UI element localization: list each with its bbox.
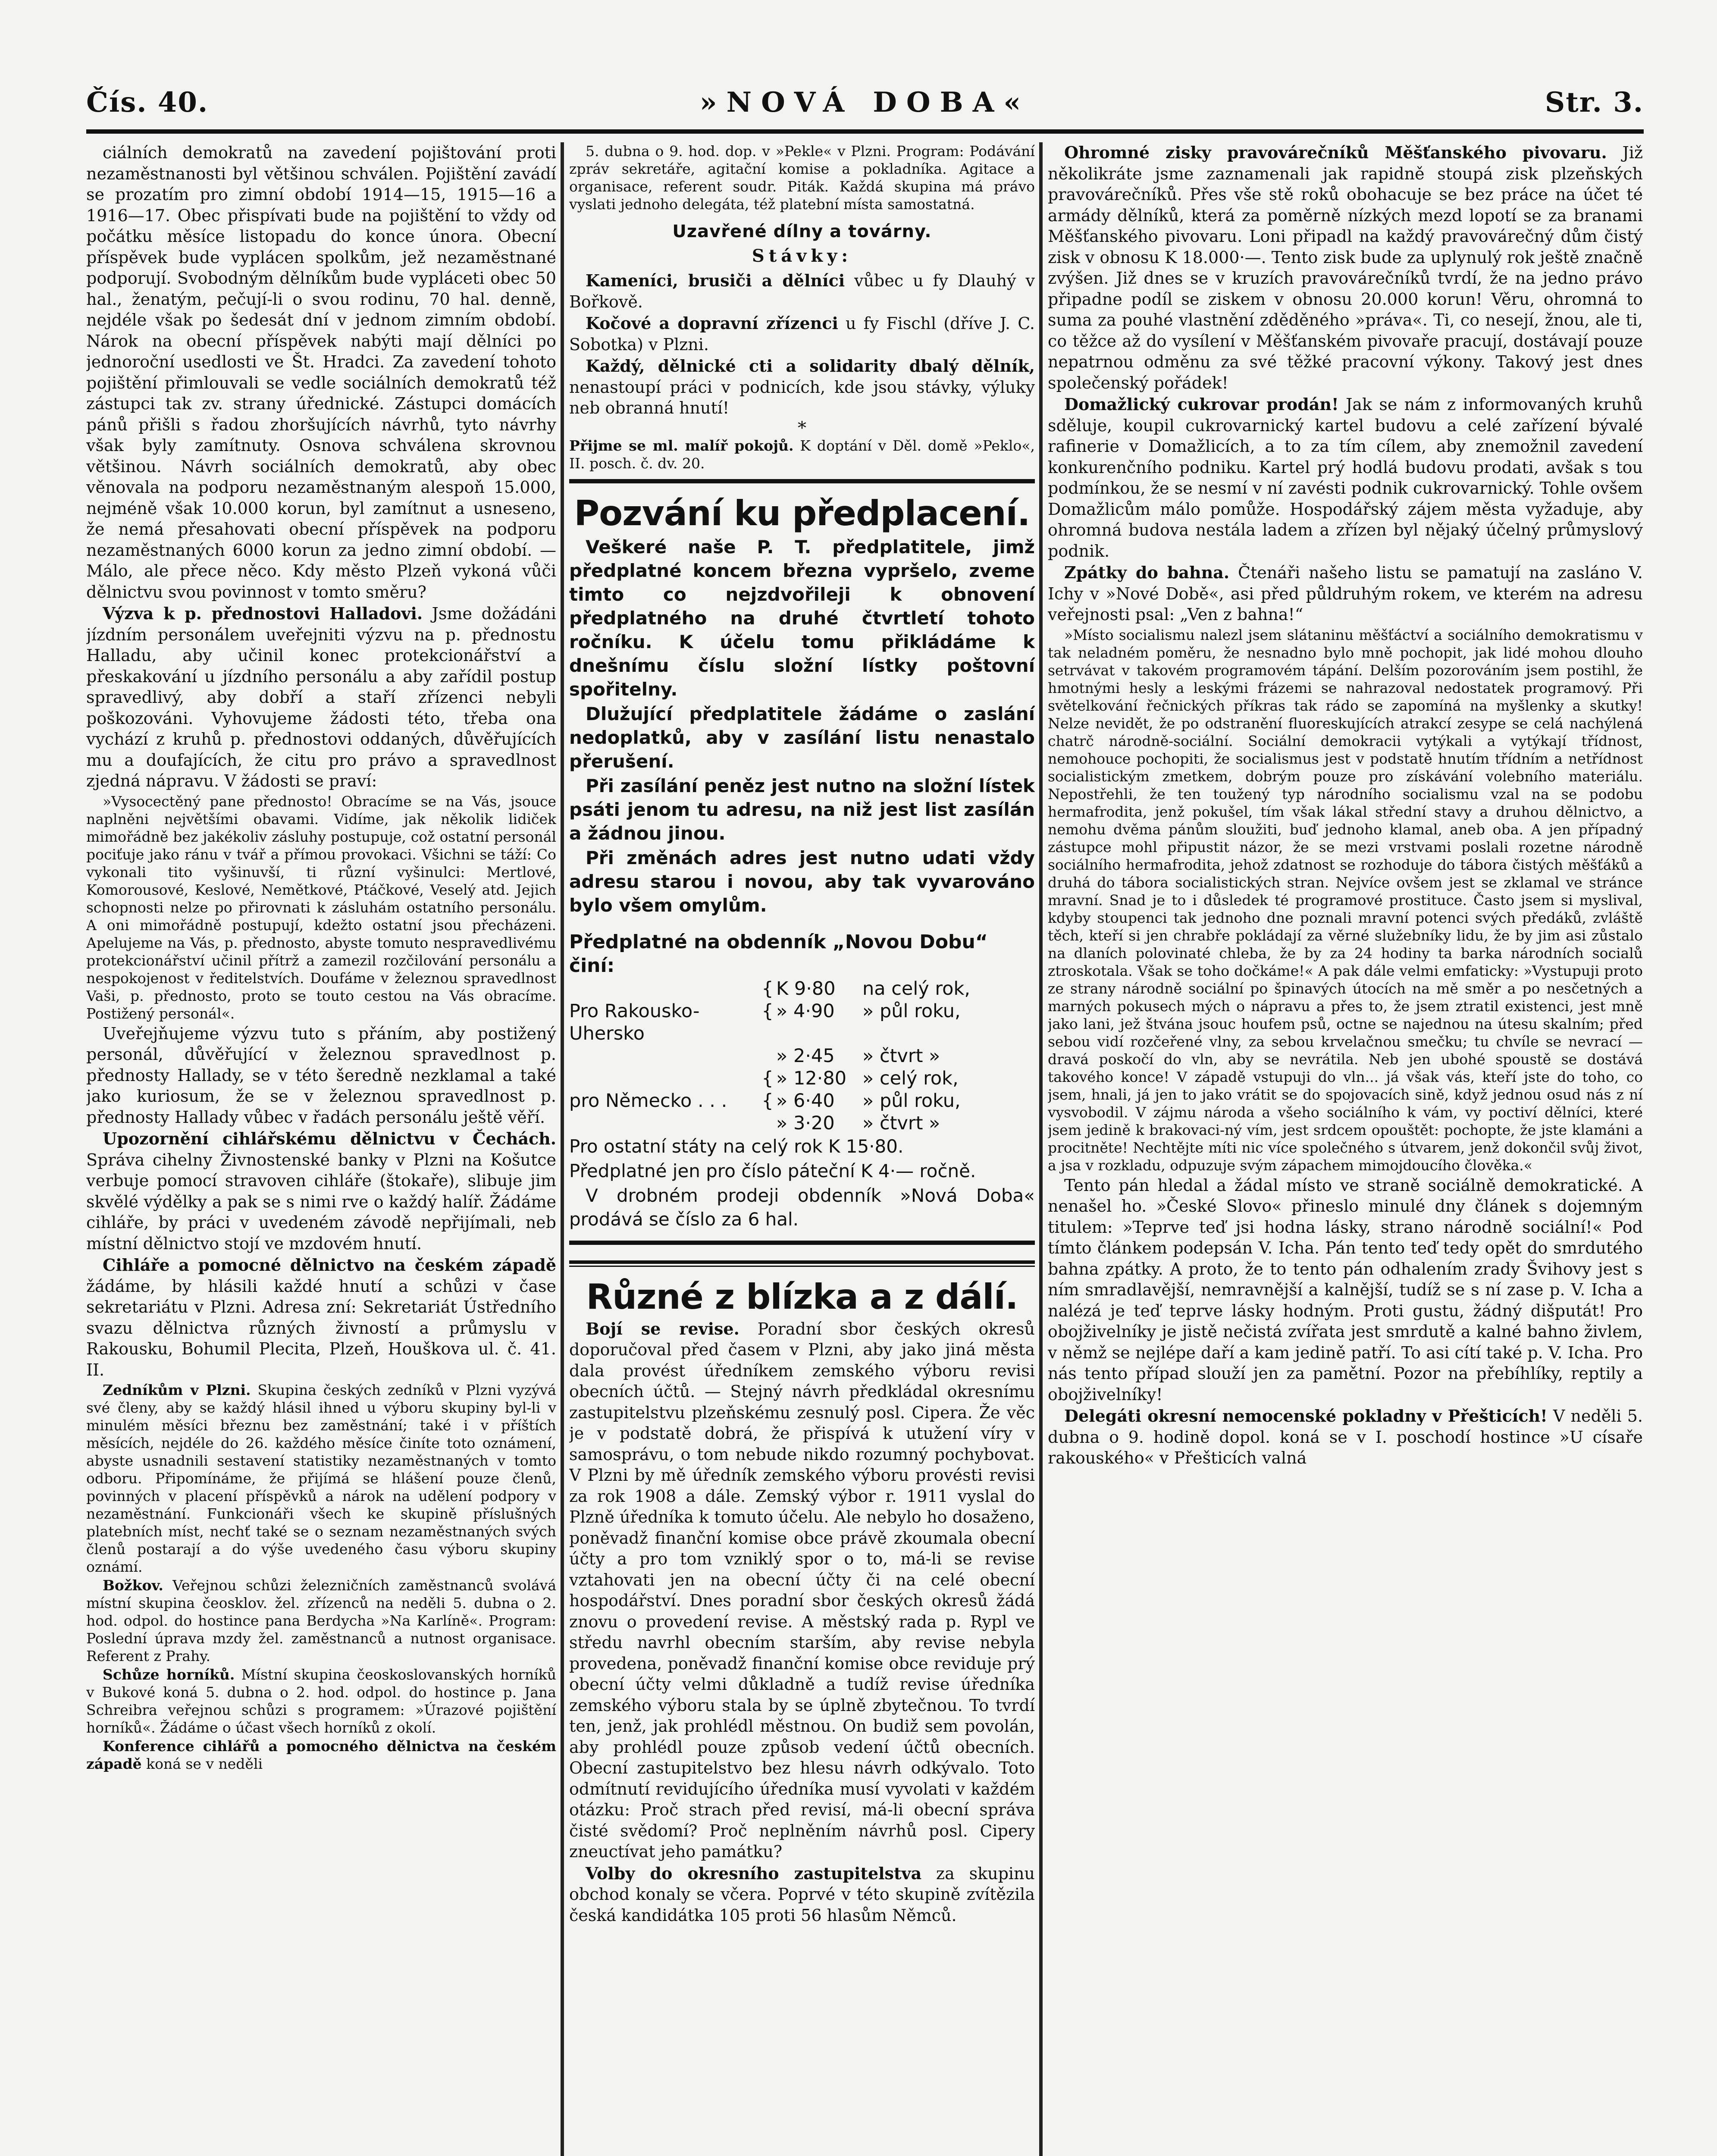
article-text: Tento pán hledal a žádal místo ve straně sociálně demokratické. A nenašel ho. »České Slovo« přineslo minulé dny článek s dojemným titulem: »Teprve teď jsi hodna lásky, strano národně sociální!« Pod tímto článkem podepsán V. Icha. Pán tento teď tedy opět do smrdutého bahna zpátky. A proto, že to tento pán odhalením zrady Švihovy jest s ním smradlavější, nemravnější a kalnější, tudíž se s ní zase p. V. Icha a nalézá je teď teprve lásky hodným. Proti gustu, žádný dišputát! Pro obojživelníky je jistě nečistá zvířata jest smrdutě a kalné bahno živlem, v němž se nejlépe daří a kam jedině patří. To asi cítí také p. V. Icha. Pro nás tento případ slouží jen za pamětní. Pozor na přebíhlíky, reptily a obojživelníky!	[1048, 1175, 1643, 1404]
price-amt: » 3·20	[776, 1112, 835, 1134]
article-text: V neděli 5. dubna o 9. hodině dopol. koná se v I. poschodí hostince »U císaře rakouského« v Přešticích valná	[1048, 1407, 1643, 1467]
column-3	[1048, 142, 1643, 2156]
price-br: {	[761, 1000, 774, 1022]
article-headline: Cihláře a pomocné dělnictvo na českém západě	[103, 1255, 556, 1275]
article-headline: Upozornění cihlářskému dělnictvu v Čechách.	[103, 1129, 556, 1148]
article-headline: Domažlický cukrovar prodán!	[1064, 395, 1339, 414]
price-per: » půl roku,	[862, 1090, 961, 1112]
article-paragraph	[1048, 142, 1643, 393]
article-paragraph	[86, 1576, 556, 1665]
article-headline: Ohromné zisky pravovárečníků Měšťanského pivovaru.	[1064, 143, 1607, 162]
column-rule-1	[561, 142, 564, 2156]
price-br: {	[761, 1090, 774, 1112]
article-text: Jak se nám z informovaných kruhů sděluje, koupil cukrovarnický kartel budovu a celé zařízení bývalé rafinerie v Domažlicích, a to za tím cílem, aby znemožnil zavedení konkurenčního podniku. Kartel prý hodlá budovu prodati, avšak s tou podmínkou, že se nesmí v ní zavésti podnik cukrovarnický. Tohle ovšem Domažlicům málo pomůže. Hospodářský zájem města vyžaduje, aby ohromná budova nestála ladem a zřízen byl nějaký účelný průmyslový podnik.	[1048, 395, 1643, 561]
article-text: Čtenáři našeho listu se pamatují na zasláno V. Ichy v »Nové Době«, asi před půldruhým rokem, ve kterém na adresu veřejnosti psal: „Ven z bahna!“	[1048, 563, 1643, 624]
article-headline: Bojí se revise.	[586, 1319, 739, 1338]
page-header	[86, 86, 1644, 134]
price-lbl	[569, 1112, 759, 1134]
article-text: Již několikráte jsme zaznamenali jak rapidně stoupá zisk plzeňských pravovárečníků. Přes vše stě roků obohacuje se bez práce na účet té armády dělníků, která za poměrně nízkých mezd lopotí se za branami Měšťanského pivovaru. Loni připadl na každý pravovárečný dům čistý zisk v obnosu K 18.000·—. Tento zisk bude za uplynulý rok ještě značně zvýšen. Již dnes se v kruzích pravovárečníků tvrdí, že na jedno právo připadne podíl se ziskem v obnosu 20.000 korun! Věru, ohromná to suma za pouhé vlastnění zděděného »práva«. Ti, co nesejí, žnou, ale ti, co těžce až do vysílení v Měšťanském pivovaře pracují, dostávají pouze nepatrnou odměnu za své těžké pracovní výkony. Takový jest dnes společenský pořádek!	[1048, 143, 1643, 392]
section-rule	[569, 1260, 1035, 1264]
article-paragraph	[86, 1023, 556, 1128]
section-rule-thin	[569, 1266, 1035, 1267]
article-paragraph	[86, 1128, 556, 1254]
article-paragraph	[1048, 1175, 1643, 1405]
header-rule	[86, 129, 1644, 134]
article-headline: Schůze horníků.	[103, 1666, 235, 1683]
article-paragraph	[1048, 394, 1643, 561]
article-headline: Výzva k p. přednostovi Halladovi.	[103, 604, 423, 623]
article-text: 5. dubna o 9. hod. dop. v »Pekle« v Plzni. Program: Podávání zpráv sekretáře, agitační komise a pokladníka. Agitace a organisace, referent soudr. Piták. Každá skupina má právo vyslati jednoho delegáta, též platební místa samostatná.	[569, 143, 1035, 213]
article-paragraph	[569, 270, 1035, 312]
price-amt: » 2·45	[776, 1045, 835, 1067]
article-headline: Kočové a dopravní zřízenci	[586, 313, 838, 333]
single-copy-price: V drobném prodeji obdenník »Nová Doba« prodává se číslo za 6 hal.	[569, 1185, 1035, 1230]
article-paragraph	[86, 793, 556, 1022]
room-painter-notice: Přijme se ml. malíř pokojů. K doptání v Děl. domě »Peklo«, II. posch. č. dv. 20.	[569, 437, 1035, 472]
price-per: » celý rok,	[862, 1067, 959, 1089]
article-text: »Místo socialismu nalezl jsem slátaninu měšťáctví a sociálního demokratismu v tak neladném poměru, že nesnadno bylo mně pochopit, jak lidé mohou dlouho setrvávat v takovém programovém tápání. Delším pozorováním jsem postihl, že hmotnými hesly a leskými frázemi se nahrazoval nedostatek programový. Při světelkování řečnických příkras tak rádo se zapomíná na myšlenky a skutky! Nelze nevidět, že po odstranění fluoreskujících atrakcí zesype se celá nachýlená chatrč národně-sociální. Sociální demokracii vytýkali a vytýkají třídnost, nemohouce pochopiti, že socialismus jest v podstatě hnutím třídním a netřídnost socialistickým zmetkem, dobrým pouze pro získávání volebního materiálu. Nepostřehli, že ten toužený typ národního socialismu vzal na se podobu hermafrodita, jenž pokušel, tím však lákal střední stavy a druhou dělnictvo, a nemohu dvěma pánům sloužiti, buď jednoho klamal, aneb oba. A jen případný zástupce mohl připustit názor, že se mezi vrstvami poslali rozetne národně sociálního hermafrodita, jehož zdatnost se rozhoduje do tábora čistých měšťáků a druhá do tábora socialistických stran. Nejvíce ovšem jest se zklamal ve stránce mravní. Snad je to i důsledek té programové prostituce. Často jsem si myslival, kdyby stoupenci tak jednoho dne poznali mravní potenci svých předáků, zvláště těch, kteří si jen chrabře pokládají za věrné služebníky lidu, že by jim asi zůstalo na dlaních polovinaté chleba, že by za 24 hodiny ta barka národních socialů ztroskotala. Však se toho dočkáme!« A pak dále velmi emfaticky: »Vystupuji proto ze strany národně sociální po špinavých útocích na mě směr a po nesčetných a marných pokusech mých o nápravu a přes to, že jsem ztratil existenci, jest mně jako lani, jež štvána jsouc houfem psů, octne se najednou na útesu skalním; před sebou vidí rozčeřené vlny, za sebou krvelačnou smečku; tu chvíle se nevrací — dravá poskočí do vln, aby se nevrátila. Neb jen ubohé spoustě se dostává takového konce! V západě vstupuji do vln... já však vás, kteří jste do toho, co jsem, hnali, já jen to jako vrátit se do spojovacích sině, když jednou osud nás z ní vysvobodil. V zájmu národa a všeho sociálního k vám, vy poctiví dělníci, které jsem jedině k brakovaci-ný vím, jest srdcem opouštět: pochopte, že jste klamáni a procitněte! Nechtějte míti nic více společného s útvarem, jenž dokončil svůj život, a jsa v rozkladu, odpuzuje svým zápachem mimojdoucího člověka.«	[1048, 626, 1643, 1174]
price-row	[569, 1067, 1035, 1090]
price-per: » čtvrt »	[862, 1112, 940, 1134]
misc-news-title: Různé z blízka a z dálí.	[586, 1276, 1018, 1317]
article-paragraph	[86, 1255, 556, 1380]
subscription-p4: Při změnách adres jest nutno udati vždy adresu starou i novou, aby tak vyvarováno bylo všem omylům.	[569, 847, 1035, 916]
price-br	[759, 1112, 776, 1134]
price-heading: Předplatné na obdenník „Novou Dobu“ činí:	[569, 931, 988, 977]
separator-star: *	[798, 418, 806, 438]
article-paragraph	[86, 1737, 556, 1773]
price-lbl	[569, 1067, 759, 1090]
article-paragraph	[86, 142, 556, 602]
article-text: Skupina českých zedníků v Plzni vyzývá své členy, aby se každý hlásil ihned u výboru skupiny byl-li v minulém měsíci březnu bez zaměstnání; také i v příštích měsících, nejdéle do 26. každého měsíce činíte toto oznámení, abyste usnadnili sestavení statistiky nezaměstnaných v tomto odboru. Připomínáme, že přijímá se hlášení pouze členů, povinných v placení příspěvků a nárok na udělení podpory v nezaměstnání. Funkcionáři všech ke skupině příslušných platebních míst, nechť také se o seznam nezaměstnaných svých členů postarají a do výše uvedeného času výboru skupiny oznámí.	[86, 1382, 556, 1575]
price-row	[569, 1045, 1035, 1067]
subscription-p2: Dlužující předplatitele žádáme o zaslání nedoplatků, aby v zasílání listu nenastalo přerušení.	[569, 703, 1035, 772]
price-row	[569, 978, 1035, 1000]
price-row	[569, 1112, 1035, 1134]
article-headline: Volby do okresního zastupitelstva	[586, 1863, 922, 1883]
article-paragraph	[1048, 562, 1643, 625]
article-headline: Kameníci, brusiči a dělníci	[586, 271, 845, 290]
article-text: Správa cihelny Živnostenské banky v Plzni na Košutce verbuje pomocí stravoven cihláře (štokaře), slibuje jim skvělé výdělky a pak se s nimi rve o každý halíř. Žádáme cihláře, by práci v uvedeném závodě nepřijímali, neb místní dělnictvo stojí ve mzdovém hnutí.	[86, 1150, 556, 1253]
article-headline: Každý, dělnické cti a solidarity dbalý dělník,	[586, 356, 1035, 376]
price-friday-only: Předplatné jen pro číslo páteční K 4·— ročně.	[569, 1160, 976, 1181]
article-paragraph	[569, 356, 1035, 419]
article-text: »Vysocectěný pane přednosto! Obracíme se na Vás, jsouce naplněni největšími obavami. Vidíme, jak několik lidiček mimořádně bez jakékoliv zásluhy postupuje, což ostatní personál pociťuje jako ránu v tvář a přímou provokaci. Všichni se táží: Co vykonali tito vyšinuvší, ti různí vyšinulci: Mertlové, Komorousové, Keslové, Nemětkové, Ptáčkové, Veselý atd. Jejich schopnosti nelze po přirovnati k zásluhám ostatního personálu. A oni mimořádně postupují, kdežto ostatní jsou přecházeni. Apelujeme na Vás, p. přednosto, abyste tomuto nespravedlivému protekcionářství učinil přítrž a zamezil rozčilování personálu a nespokojenost v ředitelstvích. Doufáme v železnou spravedlnost Vaši, p. přednosto, proto se touto cestou na Vás obracíme. Postižený personál«.	[86, 793, 556, 1022]
article-paragraph	[569, 142, 1035, 213]
article-paragraph	[86, 1666, 556, 1736]
price-lbl: pro Německo . . .	[569, 1090, 727, 1112]
article-text: Uveřejňujeme výzvu tuto s přáním, aby postižený personál, důvěřující v železnou spravedlnost p. přednosty Hallady, se v této šeredně nezklamal a také jako kuriosum, že se v železnou spravedlnost p. přednosty Hallady vůbec v řadách personálu ještě věří.	[86, 1024, 556, 1127]
price-row	[569, 1000, 1035, 1045]
column-2	[569, 142, 1035, 2156]
subscription-title: Pozvání ku předplacení.	[574, 493, 1030, 533]
article-text: Jsme dožádáni jízdním personálem uveřejniti výzvu na p. přednostu Halladu, aby učinil konec protekcionářství a přeskakování u jízdního personálu a aby zařídil postup spravedlivý, aby dobří a staří zřízenci nebyli poškozováni. Vyhovujeme žádosti této, třeba ona vychází z kruhů p. přednostovi oddaných, důvěřujících mu a doufajících, že citu pro právo a spravedlnost zjedná nápravu. V žádosti se praví:	[86, 604, 556, 790]
article-paragraph	[569, 1863, 1035, 1926]
price-br: {	[761, 1067, 774, 1089]
subscription-box	[569, 479, 1035, 1245]
misc-news	[569, 1319, 1035, 1926]
article-text: vůbec u fy Dlauhý v Bořkově.	[569, 271, 1035, 311]
price-amt: » 12·80	[776, 1067, 847, 1089]
article-headline: Konference cihlářů a pomocného dělnictva na českém západě	[86, 1738, 556, 1772]
article-text: ciálních demokratů na zavedení pojištování proti nezaměstnanosti byl většinou schválen. Pojištění zavádí se prozatím pro zimní období 1914—15, 1915—16 a 1916—17. Obec přispívati bude na pojištění to vždy od počátku měsíce listopadu do konce února. Obecní příspěvek bude vyplácen spolkům, jež nezaměstnané podporují. Svobodným dělníkům bude vypláceti obec 50 hal., ženatým, pečují-li o svou rodinu, 70 hal. denně, nejdéle však po šedesát dní v jednom zimním období. Nárok na obecní příspěvek nabýti mají dělníci po jednoroční usedlosti ve Št. Hradci. Za zavedení tohoto pojištění přimlouvali se vedle sociálních demokratů též zástupci tak zv. strany úřednické. Zástupci domácích pánů přišli s řadou zhoršujících návrhů, tyto návrhy však byly zamítnuty. Osnova schválena skrovnou většinou. Návrh sociálních demokratů, aby obec věnovala na podporu nezaměstnaným alespoň 15.000, nejméně však 10.000 korun, byl zamítnut a usneseno, že nemá přesahovati obecní příspěvek na podporu nezaměstnaných 6000 korun za jedno zimní období. — Málo, ale přece něco. Kdy město Plzeň vykoná vůči dělnictvu svou povinnost v tomto směru?	[86, 143, 556, 602]
article-paragraph	[86, 603, 556, 792]
price-per: » půl roku,	[862, 1000, 961, 1022]
issue-number: Čís. 40.	[86, 86, 209, 119]
article-text: za skupinu obchod konaly se včera. Poprvé v této skupině zvítězila česká kandidátka 105 proti 56 hlasům Němců.	[569, 1864, 1035, 1925]
price-amt: K 9·80	[776, 978, 836, 1000]
closed-workshops-heading: Uzavřené dílny a továrny.	[672, 222, 932, 241]
subscription-p3: Při zasílání peněz jest nutno na složní lístek psáti jenom tu adresu, na niž jest list zasílán a žádnou jinou.	[569, 775, 1035, 844]
article-paragraph	[1048, 626, 1643, 1174]
article-text: nenastoupí práci v podnicích, kde jsou stávky, výluky neb obranná hnutí!	[569, 377, 1035, 417]
price-br: {	[761, 978, 774, 1000]
article-paragraph	[569, 313, 1035, 355]
masthead-title: »NOVÁ DOBA«	[699, 86, 1031, 119]
subscription-p1: Veškeré naše P. T. předplatitele, jimž předplatné koncem března vypršelo, zveme timto co nejzdvořileji k obnovení předplatného na druhé čtvrtletí tohoto ročníku. K účelu tomu přikládáme k dnešnímu číslu složní lístky poštovní spořitelny.	[569, 536, 1035, 700]
price-lbl: Pro Rakousko-Uhersko	[569, 1000, 700, 1044]
column-1	[86, 142, 556, 2156]
article-paragraph	[569, 1319, 1035, 1862]
price-amt: » 4·90	[776, 1000, 835, 1022]
strikes-list	[569, 270, 1035, 419]
article-text: koná se v neděli	[141, 1755, 263, 1772]
article-paragraph	[1048, 1406, 1643, 1469]
price-lbl	[569, 978, 759, 1000]
page-number: Str. 3.	[1545, 86, 1644, 119]
article-text: žádáme, by hlásili každé hnutí a schůzi v čase sekretariátu v Plzni. Adresa zní: Sekretariát Ústředního svazu dělnictva různých živností a průmyslu v Rakousku, Bohumil Plecita, Plzeň, Houškova ul. č. 41. II.	[86, 1276, 556, 1379]
price-lbl	[569, 1045, 759, 1067]
strikes-heading: Stávky:	[752, 246, 852, 266]
article-text: Místní skupina čeoskoslovanských horníků v Bukové koná 5. dubna o 2. hod. odpol. do hostince p. Jana Schreibra veřejnou schůzi s programem: »Úrazové pojištění horníků«. Žádáme o účast všech horníků z okolí.	[86, 1666, 556, 1736]
price-amt: » 6·40	[776, 1090, 835, 1112]
price-row	[569, 1090, 1035, 1112]
article-headline: Božkov.	[103, 1577, 163, 1594]
article-text: Poradní sbor českých okresů doporučoval před časem v Plzni, aby jako jiná města dala provést úředníkem zemského výboru revisi obecních účtů. — Stejný návrh předkládal okresnímu zastupitelstvu plzeňskému zesnulý posl. Cipera. Že věc je v podstatě dobrá, že přispívá k utužení víry v samosprávu, o tom nebude nikdo rozumný pochybovat. V Plzni by mě úředník zemského výboru provésti revisi za rok 1908 a dále. Zemský výbor r. 1911 vyslal do Plzně úředníka k tomuto účelu. Ale nebylo ho dosaženo, poněvadž finanční komise obce právě zkoumala obecní účty a pro tom vzniklý spor o to, má-li se revise vztahovati jen na obecní účty či na celé obecní hospodářství. Dnes poradní sbor českých okresů žádá znovu o provedení revise. A městský rada p. Rypl ve středu navrhl obecním starším, aby revise nebyla provedena, poněvadž finanční komise obce revidujе prý obecní účty velmi důkladně a tudíž revise úředníka zemského výboru stala by se úplně zbytečnou. To tvrdí ten, jenž, jak prohlédl městnou. On budiž sem povolán, aby prohlédl pouze způsob vedení účtů obecních. Obecní zastupitelstvo bez hlesu návrh odkývalo. Toto odmítnutí revidujícího úředníka musí vyvolati v každém otázku: Proč strach před revisí, má-li obecní správa čisté svědomí? Proč neplněním návrhů posl. Cipery zneuctívat jeho památku?	[569, 1319, 1035, 1861]
article-text: u fy Fischl (dříve J. C. Sobotka) v Plzni.	[569, 314, 1035, 354]
column-rule-2	[1039, 142, 1043, 2156]
price-per: na celý rok,	[862, 978, 971, 1000]
article-paragraph	[86, 1381, 556, 1576]
meeting-notice	[569, 142, 1035, 213]
article-headline: Zpátky do bahna.	[1064, 563, 1230, 582]
article-headline: Zedníkům v Plzni.	[103, 1382, 251, 1398]
price-per: » čtvrt »	[862, 1045, 940, 1067]
article-headline: Delegáti okresní nemocenské pokladny v Přešticích!	[1064, 1406, 1548, 1426]
price-table	[569, 978, 1035, 1134]
price-br	[759, 1045, 776, 1067]
price-other-states: Pro ostatní státy na celý rok K 15·80.	[569, 1135, 904, 1157]
article-text: Veřejnou schůzi železničních zaměstnanců svolává místní skupina čeosklov. žel. zřízenců na neděli 5. dubna o 2. hod. odpol. do hostince pana Berdycha »Na Karlíně«. Program: Poslední úprava mzdy žel. zaměstnanců a nutnost organisace. Referent z Prahy.	[86, 1577, 556, 1664]
